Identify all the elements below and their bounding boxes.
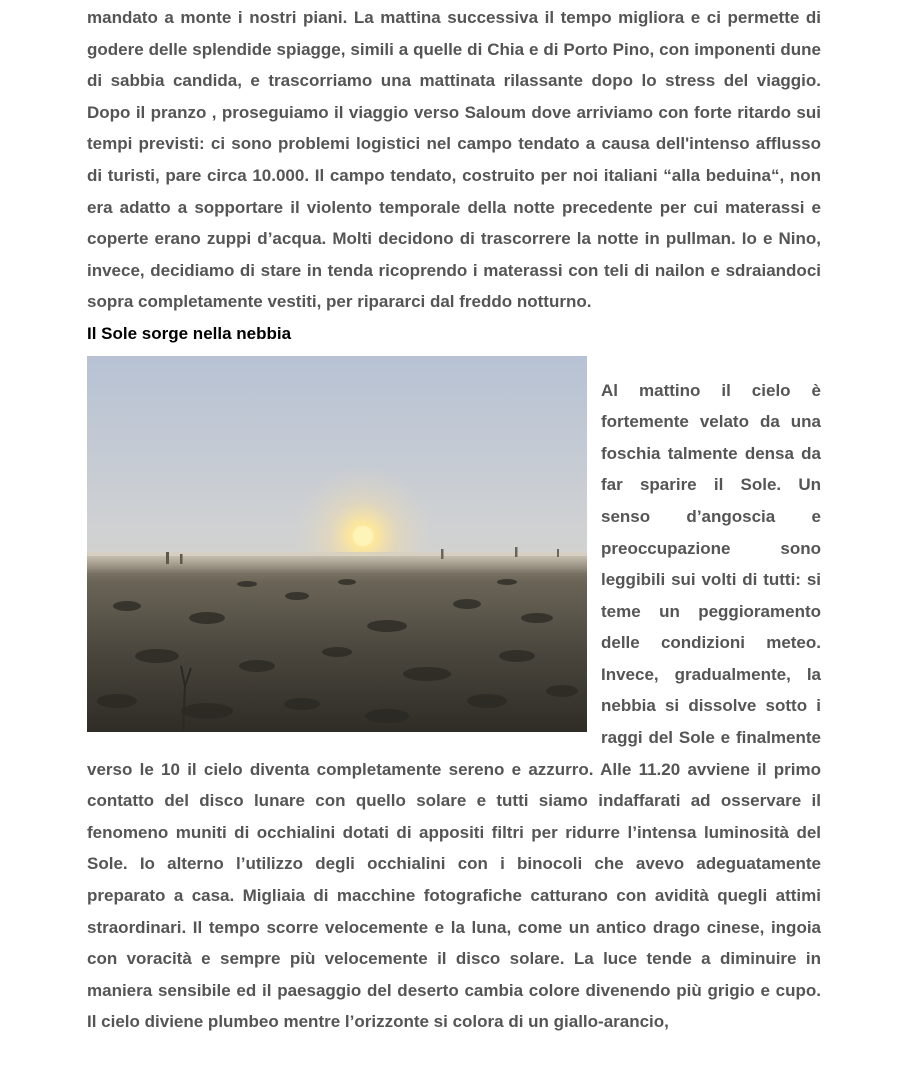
body-paragraph-1: mandato a monte i nostri piani. La mattina successiva il tempo migliora e ci permette di godere delle splendide spiagge, simili a quelle di Chia e di Porto Pino, con imponenti dune di sabbia candida, e trascorriamo una mattinata rilassante dopo lo stress del viaggio. Dopo il pranzo , proseguiamo il viaggio verso Saloum dove arriviamo con forte ritardo sui tempi previsti: ci sono problemi logistici nel campo tendato a causa dell'intenso afflusso di turisti, pare circa 10.000. Il campo tendato, costruito per noi italiani “alla beduina“, non era adatto a sopportare il violento temporale della notte precedente per cui materassi e coperte erano zuppi d’acqua. Molti decidono di trascorrere la notte in pullman. Io e Nino, invece, decidiamo di stare in tenda ricoprendo i materassi con teli di nailon e sdraiandoci sopra completamente vestiti, per ripararci dal freddo notturno.	[87, 8, 821, 312]
section-heading: Il Sole sorge nella nebbia	[87, 323, 292, 343]
body-paragraph-2: Al mattino il cielo è fortemente velato da una foschia talmente densa da far sparire il Sole. Un senso d’angoscia e preoccupazione sono leggibili sui volti di tutti: si teme un peggioramento delle condizioni meteo. Invece, gradualmente, la nebbia si dissolve sotto i raggi del Sole e finalmente verso le 10 il cielo diventa completamente sereno e azzurro. Alle 11.20 avviene il primo contatto del disco lunare con quello solare e tutti siamo indaffarati ad osservare il fenomeno muniti di occhialini dotati di appositi filtri per ridurre l’intensa luminosità del Sole. Io alterno l’utilizzo degli occhialini con i binocoli che avevo adeguatamente preparato a casa. Migliaia di macchine fotografiche catturano con avidità quegli attimi straordinari. Il tempo scorre velocemente e la luna, come un antico drago cinese, ingoia con voracità e sempre più velocemente il disco solare. La luce tende a diminuire in maniera sensibile ed il paesaggio del deserto cambia colore divenendo più grigio e cupo. Il cielo diviene plumbeo mentre l’orizzonte si colora di un giallo-arancio,	[87, 380, 821, 1032]
photo-illustration	[87, 356, 587, 732]
document-page	[87, 0, 821, 1038]
sunrise-fog-photo	[87, 356, 587, 732]
